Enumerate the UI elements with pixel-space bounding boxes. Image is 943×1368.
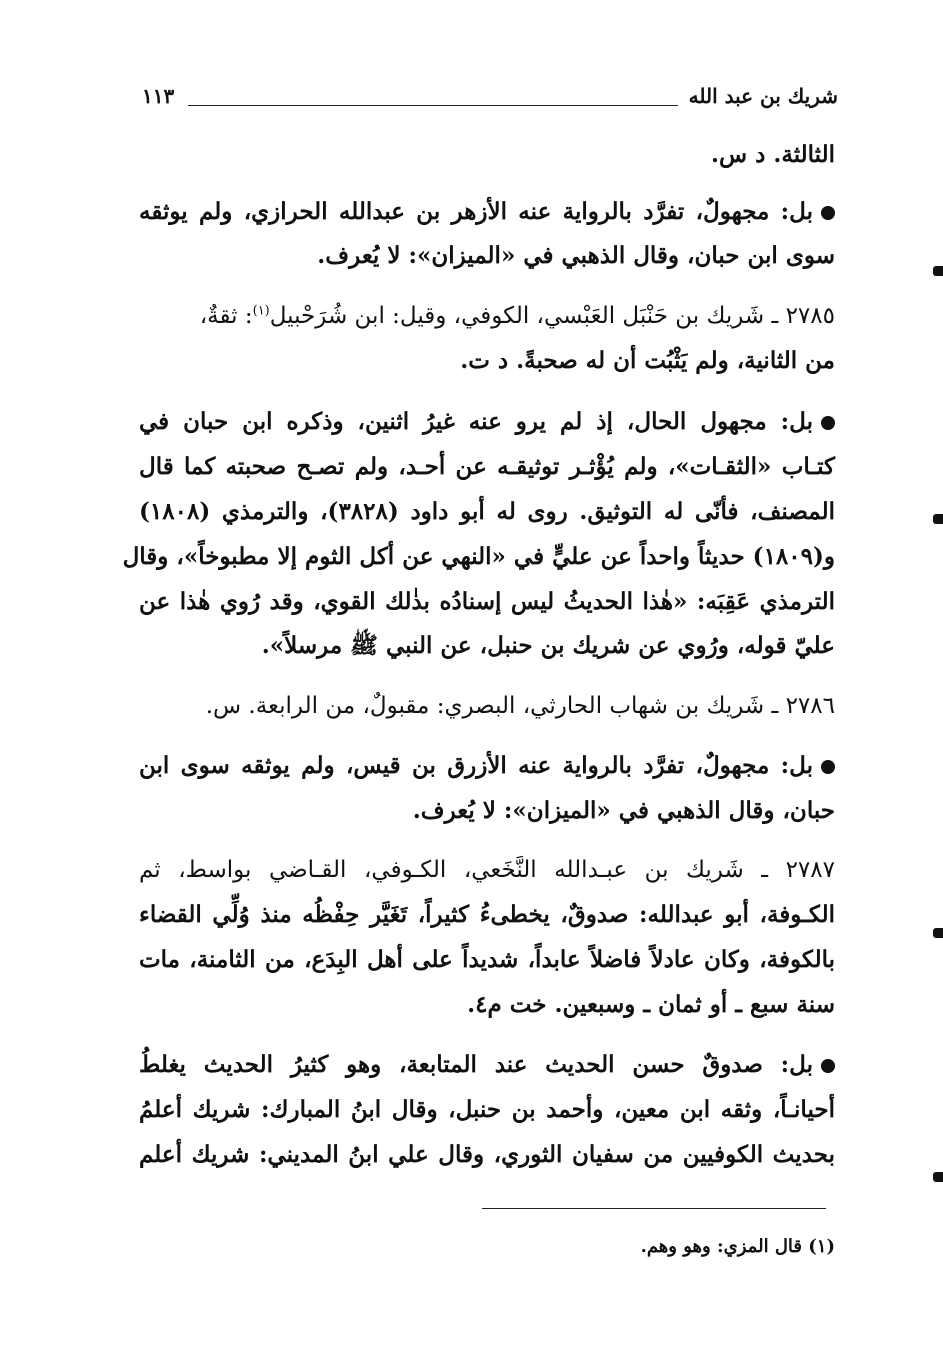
comment-line: كتـاب «الثقـات»، ولم يُؤْثـر توثيقـه عن أحـد، ولم تصـح صحبته كما قال: [139, 453, 835, 480]
entry-line: الكـوفة، أبو عبدالله: صدوقٌ، يخطىءُ كثيراً، تَغَيَّر حِفْظُه منذ وُلِّي القضاء: [139, 901, 835, 928]
page-number: ١١٣: [142, 84, 175, 108]
entry-line: من الثانية، ولم يَثْبُت أن له صحبةً. د ت.: [460, 347, 835, 374]
bullet-icon: [821, 1059, 835, 1073]
bullet-icon: [821, 760, 835, 774]
edge-mark: [933, 266, 943, 276]
comment-line: و(١٨٠٩) حديثاً واحداً عن عليٍّ في «النهي عن أكل الثوم إلا مطبوخاً»، وقال: [122, 543, 835, 570]
edge-mark: [933, 928, 943, 938]
comment-line: بل: مجهولٌ، تفرَّد بالرواية عنه الأزرق بن قيس، ولم يوثقه سوى ابن: [139, 748, 835, 784]
entry-line: ٢٧٨٥ ـ شَريك بن حَنْبَل العَبْسي، الكوفي، وقيل: ابن شُرَحْبيل$^{(١)}$: ثقةٌ،: [199, 303, 835, 329]
bullet-icon: [821, 206, 835, 220]
comment-line: المصنف، فأنّى له التوثيق. روى له أبو داود (٣٨٢٨)، والترمذي (١٨٠٨): [139, 498, 835, 525]
comment-line: الترمذي عَقِبَه: «هٰذا الحديثُ ليس إسنادُه بذٰلك القوي، وقد رُوي هٰذا عن: [139, 588, 835, 615]
edge-mark: [933, 514, 943, 524]
entry-line: بالكوفة، وكان عادلاً فاضلاً عابداً، شديداً على أهل البِدَع، من الثامنة، مات: [139, 946, 835, 973]
comment-line: بل: صدوقٌ حسن الحديث عند المتابعة، وهو كثيرُ الحديث يغلطُ: [139, 1047, 835, 1083]
comment-line: سوى ابن حبان، وقال الذهبي في «الميزان»: لا يُعرف.: [317, 242, 835, 269]
comment-line: عليّ قوله، ورُوي عن شريك بن حنبل، عن النبي ﷺ مرسلاً».: [261, 632, 835, 659]
text-line: الثالثة. د س.: [711, 141, 835, 168]
page-header: [142, 84, 838, 116]
header-rule: [188, 105, 678, 106]
entry-line: ٢٧٨٧ ـ شَريك بن عبـدالله النَّخَعي، الكـوفي، القـاضي بواسط، ثم: [139, 857, 835, 883]
running-head: شريك بن عبد الله: [688, 84, 838, 108]
comment-line: حبان، وقال الذهبي في «الميزان»: لا يُعرف.: [412, 797, 835, 824]
entry-line: سنة سبع ـ أو ثمان ـ وسبعين. خت م٤.: [467, 991, 835, 1018]
comment-line: بحديث الكوفيين من سفيان الثوري، وقال علي ابنُ المديني: شريك أعلم: [139, 1141, 835, 1168]
footnote: (١) قال المزي: وهو وهم.: [640, 1236, 835, 1257]
edge-mark: [933, 1172, 943, 1182]
comment-line: أحيانـاً، وثقه ابن معين، وأحمد بن حنبل، وقال ابنُ المبارك: شريك أعلمُ: [139, 1096, 835, 1123]
footnote-rule: [482, 1208, 826, 1209]
footnote-ref: (١): [252, 303, 270, 319]
entry-line: ٢٧٨٦ ـ شَريك بن شهاب الحارثي، البصري: مقبولٌ، من الرابعة. س.: [205, 693, 835, 719]
bullet-icon: [821, 416, 835, 430]
comment-line: بل: مجهولٌ، تفرَّد بالرواية عنه الأزهر بن عبدالله الحرازي، ولم يوثقه: [139, 194, 835, 230]
comment-line: بل: مجهول الحال، إذ لم يرو عنه غيرُ اثنين، وذكره ابن حبان في: [139, 404, 835, 440]
